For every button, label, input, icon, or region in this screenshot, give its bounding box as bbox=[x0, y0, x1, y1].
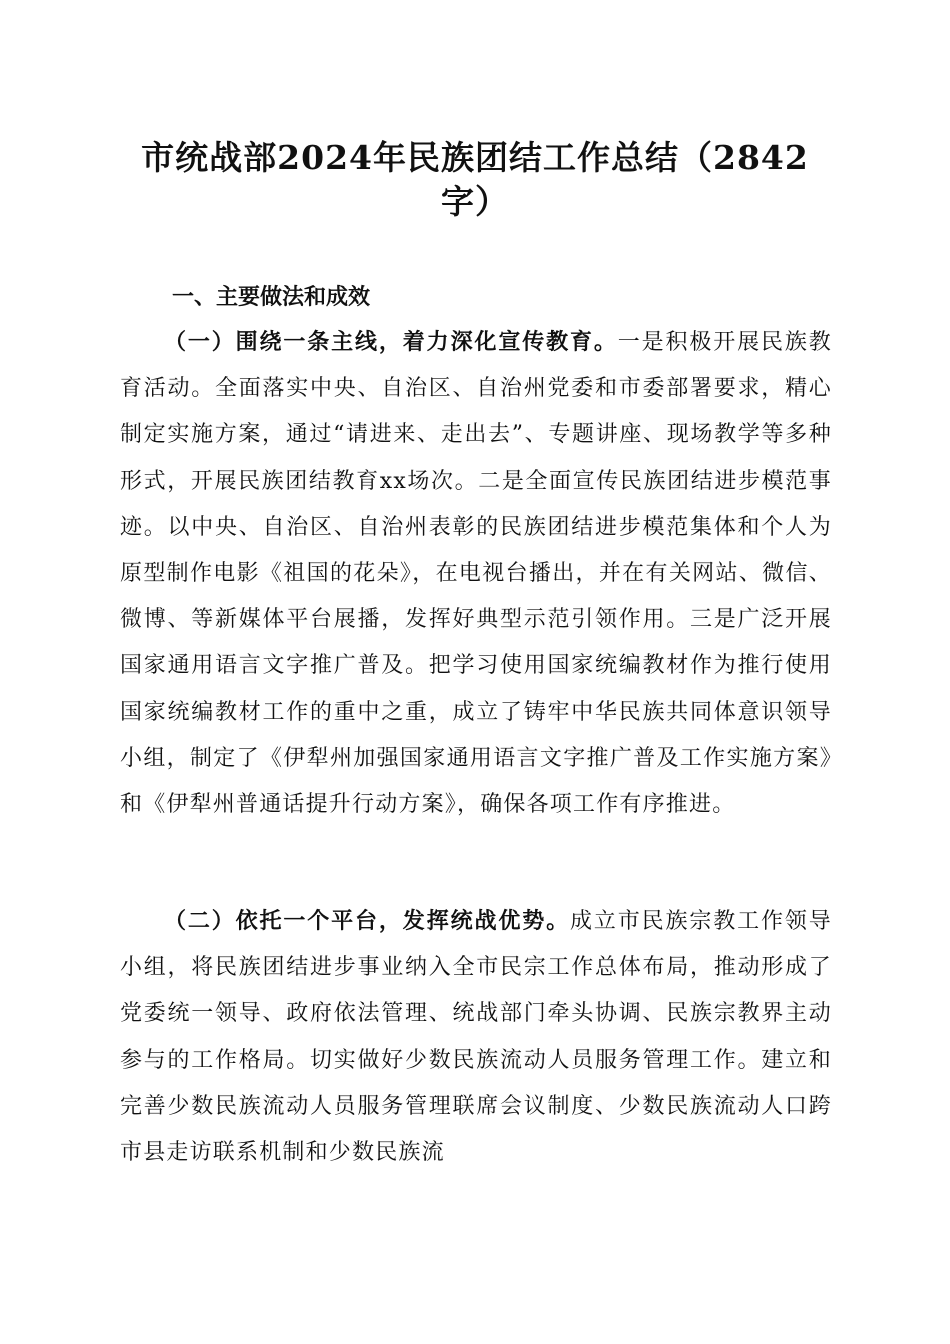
paragraph-1 bbox=[120, 319, 832, 828]
paragraph-1-body: 一是积极开展民族教育活动。全面落实中央、自治区、自治州党委和市委部署要求，精心制定实施方案，通过“请进来、走出去”、专题讲座、现场教学等多种形式，开展民族团结教育xx场次。二是全面宣传民族团结进步模范事迹。以中央、自治区、自治州表彰的民族团结进步模范集体和个人为原型制作电影《祖国的花朵》，在电视台播出，并在有关网站、微信、微博、等新媒体平台展播，发挥好典型示范引领作用。三是广泛开展国家通用语言文字推广普及。把学习使用国家统编教材作为推行使用国家统编教材工作的重中之重，成立了铸牢中华民族共同体意识领导小组，制定了《伊犁州加强国家通用语言文字推广普及工作实施方案》和《伊犁州普通话提升行动方案》，确保各项工作有序推进。 bbox=[120, 330, 832, 818]
paragraph-2-lead: （二）依托一个平台，发挥统战优势。 bbox=[164, 908, 570, 934]
paragraph-2 bbox=[120, 898, 832, 1176]
paragraph-1-lead: （一）围绕一条主线，着力深化宣传教育。 bbox=[164, 329, 618, 355]
section-heading: 一、主要做法和成效 bbox=[172, 285, 371, 310]
paragraph-2-body: 成立市民族宗教工作领导小组，将民族团结进步事业纳入全市民宗工作总体布局，推动形成了党委统一领导、政府依法管理、统战部门牵头协调、民族宗教界主动参与的工作格局。切实做好少数民族流动人员服务管理工作。建立和完善少数民族流动人员服务管理联席会议制度、少数民族流动人口跨市县走访联系机制和少数民族流 bbox=[120, 909, 832, 1166]
document-title: 市统战部2024年民族团结工作总结（2842字） bbox=[141, 138, 809, 221]
